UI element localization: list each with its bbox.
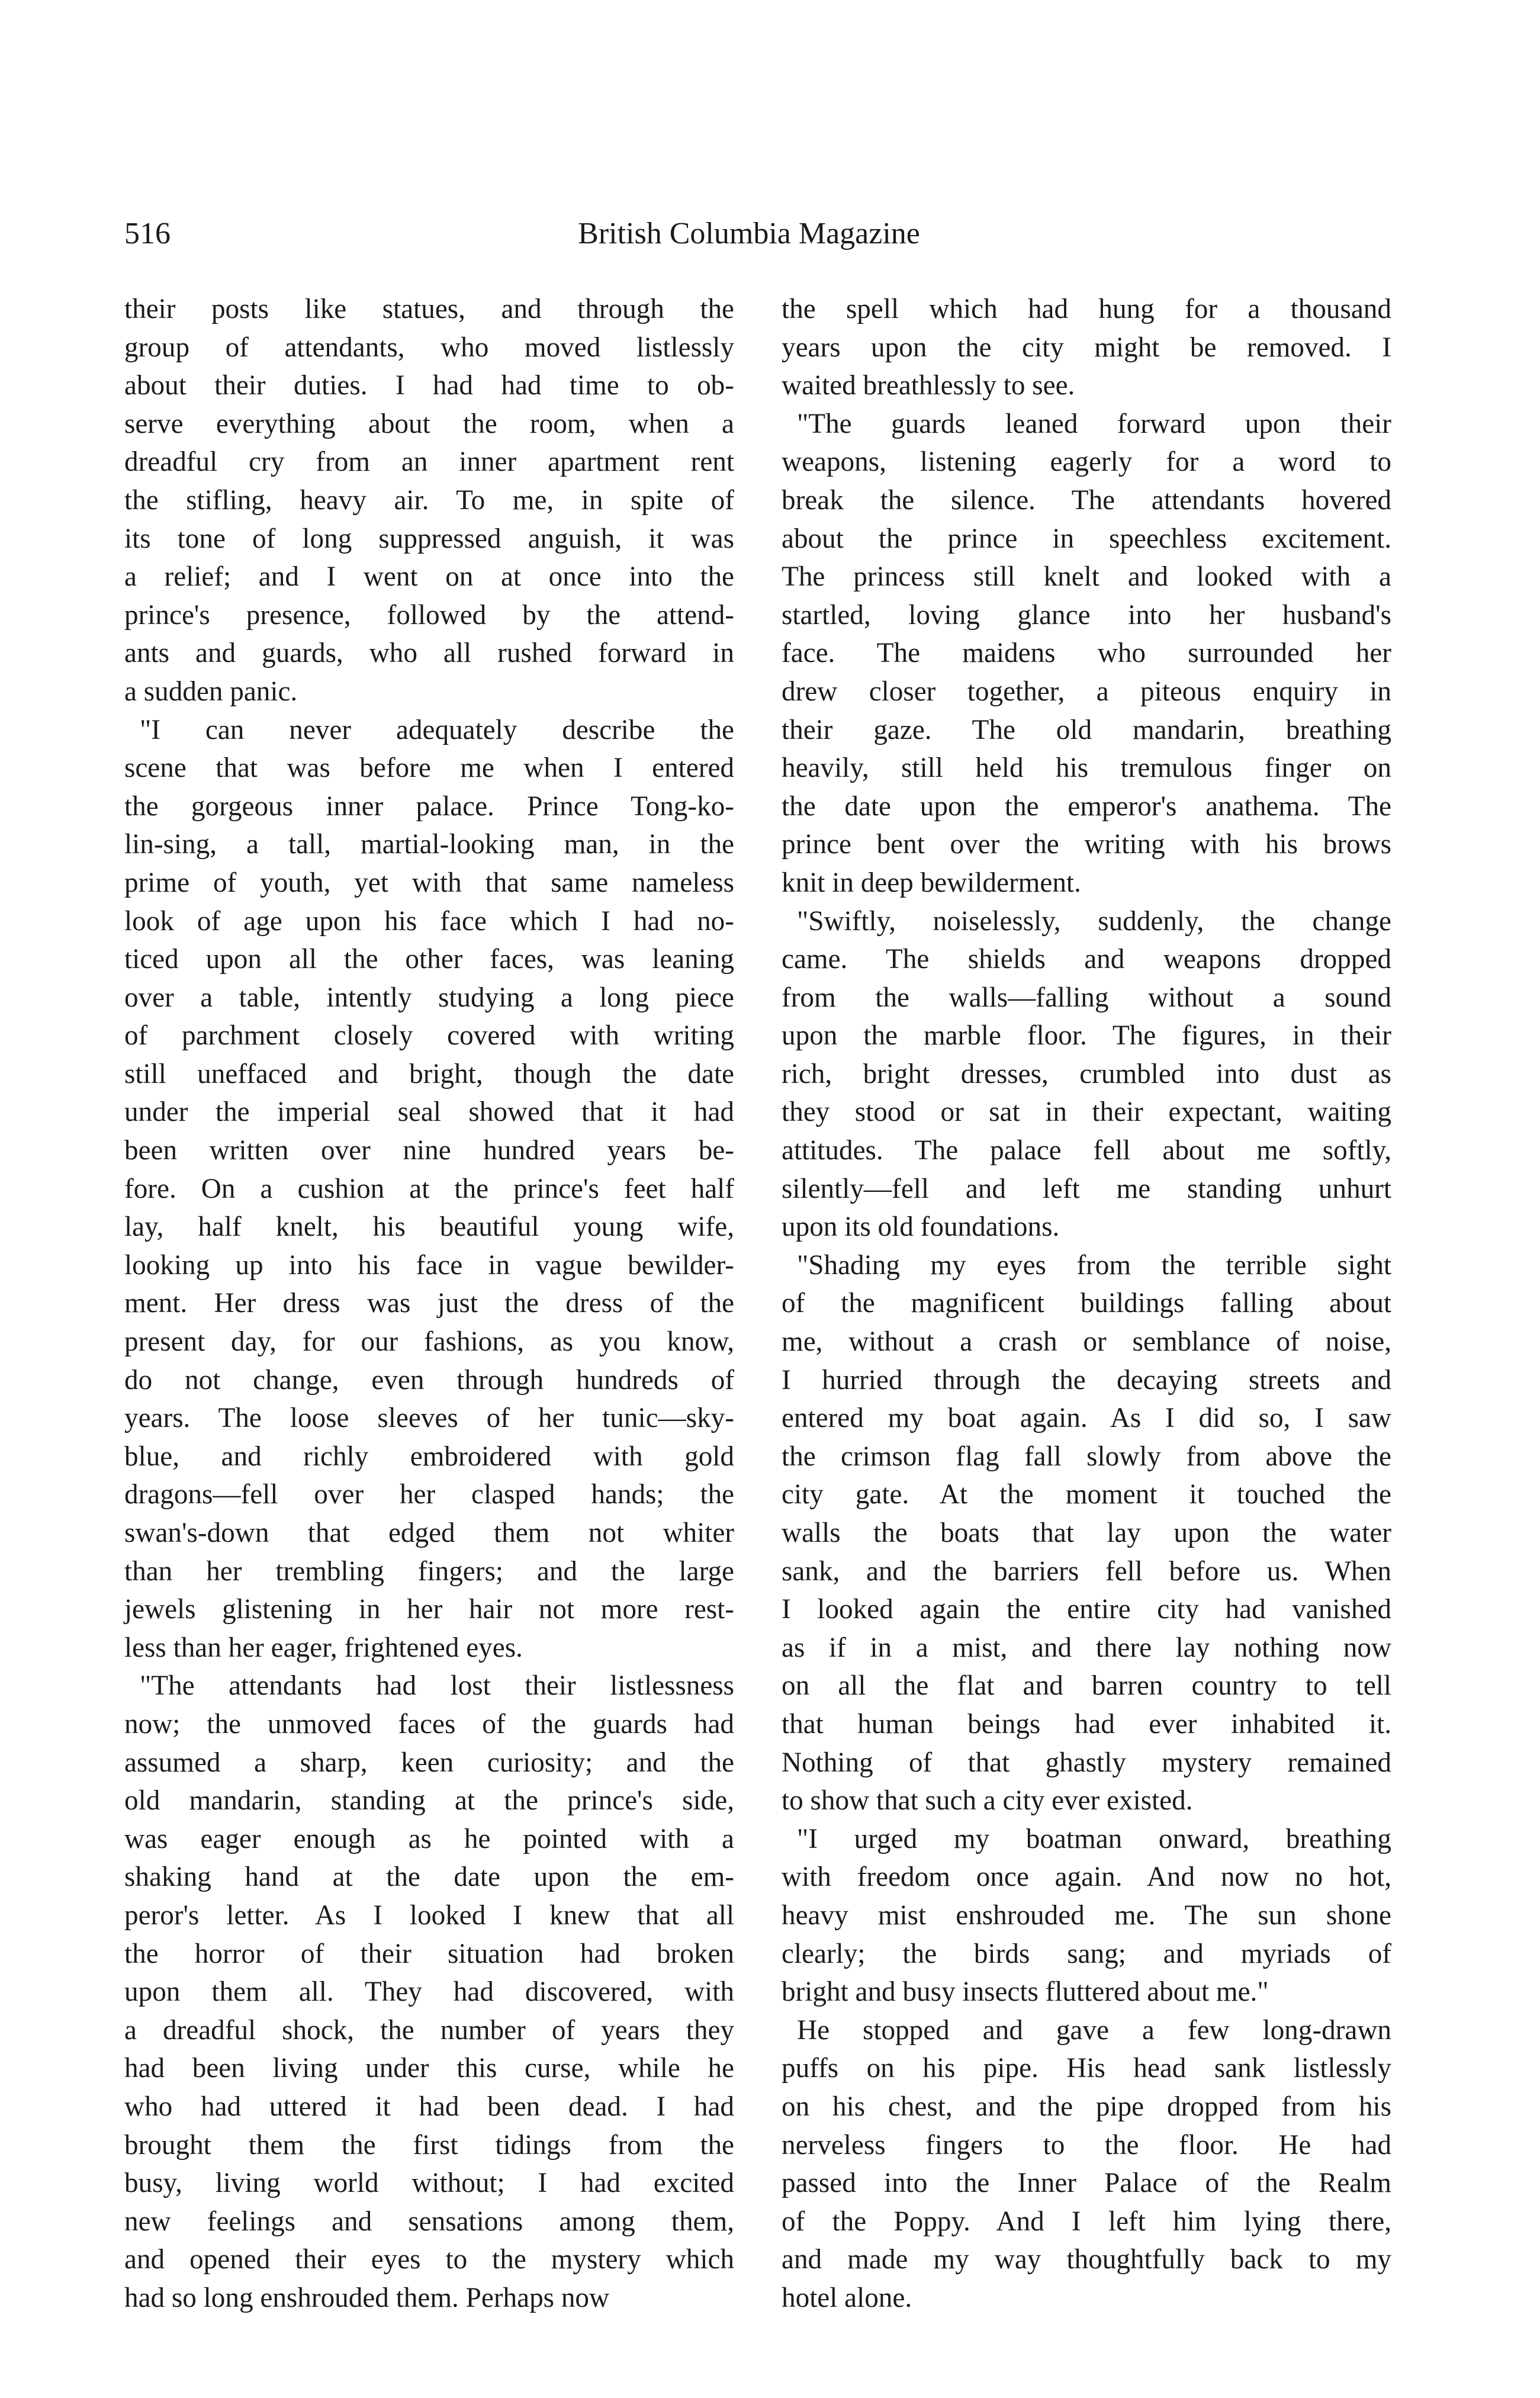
text-line: of parchment closely covered with writing bbox=[124, 1020, 734, 1052]
text-line: on his chest, and the pipe dropped from his bbox=[782, 2091, 1391, 2122]
text-line: walls the boats that lay upon the water bbox=[782, 1518, 1391, 1548]
text-line: serve everything about the room, when a bbox=[124, 408, 734, 439]
text-line: upon its old foundations. bbox=[782, 1211, 1060, 1243]
text-line: The princess still knelt and looked with a bbox=[782, 561, 1391, 593]
text-line: had been living under this curse, while he bbox=[124, 2053, 734, 2084]
text-line: break the silence. The attendants hovered bbox=[782, 484, 1391, 516]
text-line: attitudes. The palace fell about me softly, bbox=[782, 1135, 1391, 1166]
text-line: shaking hand at the date upon the em- bbox=[124, 1862, 734, 1893]
text-line: present day, for our fashions, as you know, bbox=[124, 1326, 734, 1358]
text-line: jewels glistening in her hair not more rest- bbox=[124, 1594, 734, 1625]
text-line: the spell which had hung for a thousand bbox=[782, 294, 1391, 324]
text-line: looking up into his face in vague bewilder- bbox=[124, 1249, 734, 1281]
text-line: peror's letter. As I looked I knew that all bbox=[124, 1899, 734, 1931]
text-line: under the imperial seal showed that it had bbox=[124, 1097, 734, 1128]
text-line: "Swiftly, noiselessly, suddenly, the change bbox=[797, 905, 1391, 937]
text-line: of the Poppy. And I left him lying there, bbox=[782, 2206, 1391, 2237]
text-line: of the magnificent buildings falling about bbox=[782, 1288, 1391, 1319]
text-line: hotel alone. bbox=[782, 2282, 912, 2313]
left-column bbox=[124, 290, 734, 2317]
text-line: heavy mist enshrouded me. The sun shone bbox=[782, 1899, 1391, 1931]
text-line: its tone of long suppressed anguish, it was bbox=[124, 523, 734, 554]
text-line: scene that was before me when I entered bbox=[124, 753, 734, 784]
text-line: startled, loving glance into her husband's bbox=[782, 599, 1391, 631]
text-line: assumed a sharp, keen curiosity; and the bbox=[124, 1747, 734, 1778]
text-line: about their duties. I had had time to ob- bbox=[124, 370, 734, 401]
text-line: busy, living world without; I had excited bbox=[124, 2168, 734, 2199]
text-line: prince's presence, followed by the attend- bbox=[124, 599, 734, 631]
text-line: the crimson flag fall slowly from above the bbox=[782, 1441, 1391, 1472]
text-line: dreadful cry from an inner apartment rent bbox=[124, 446, 734, 478]
text-line: came. The shields and weapons dropped bbox=[782, 944, 1391, 975]
text-line: face. The maidens who surrounded her bbox=[782, 638, 1391, 669]
text-line: weapons, listening eagerly for a word to bbox=[782, 446, 1391, 478]
text-line: waited breathlessly to see. bbox=[782, 370, 1075, 401]
text-line: ment. Her dress was just the dress of the bbox=[124, 1288, 734, 1319]
text-line: they stood or sat in their expectant, waiting bbox=[782, 1097, 1391, 1128]
page-number: 516 bbox=[124, 217, 171, 250]
text-line: had so long enshrouded them. Perhaps now bbox=[124, 2282, 610, 2313]
text-line: on all the flat and barren country to tell bbox=[782, 1670, 1391, 1702]
text-line: upon them all. They had discovered, with bbox=[124, 1976, 734, 2008]
text-line: less than her eager, frightened eyes. bbox=[124, 1632, 523, 1663]
text-line: fore. On a cushion at the prince's feet half bbox=[124, 1173, 734, 1204]
text-line: was eager enough as he pointed with a bbox=[124, 1823, 734, 1854]
text-line: knit in deep bewilderment. bbox=[782, 867, 1081, 898]
text-line: ants and guards, who all rushed forward in bbox=[124, 638, 734, 669]
text-line: I looked again the entire city had vanished bbox=[782, 1594, 1391, 1625]
text-line: lay, half knelt, his beautiful young wife, bbox=[124, 1211, 734, 1243]
text-line: years upon the city might be removed. I bbox=[782, 332, 1391, 363]
text-line: upon the marble floor. The figures, in their bbox=[782, 1020, 1391, 1052]
text-line: the horror of their situation had broken bbox=[124, 1938, 734, 1969]
text-line: been written over nine hundred years be- bbox=[124, 1135, 734, 1166]
text-line: and made my way thoughtfully back to my bbox=[782, 2244, 1391, 2275]
text-line: who had uttered it had been dead. I had bbox=[124, 2091, 734, 2122]
text-line: the date upon the emperor's anathema. The bbox=[782, 790, 1391, 822]
text-line: He stopped and gave a few long-drawn bbox=[797, 2014, 1391, 2046]
text-line: silently—fell and left me standing unhurt bbox=[782, 1173, 1391, 1204]
text-line: Nothing of that ghastly mystery remained bbox=[782, 1747, 1391, 1778]
text-line: still uneffaced and bright, though the date bbox=[124, 1058, 734, 1089]
text-line: sank, and the barriers fell before us. When bbox=[782, 1555, 1391, 1587]
magazine-title: British Columbia Magazine bbox=[578, 217, 920, 250]
text-line: bright and busy insects fluttered about me." bbox=[782, 1976, 1269, 2008]
text-line: their gaze. The old mandarin, breathing bbox=[782, 714, 1391, 745]
text-line: their posts like statues, and through the bbox=[124, 294, 734, 324]
running-head bbox=[124, 210, 1374, 258]
text-line: with freedom once again. And now no hot, bbox=[782, 1862, 1391, 1893]
text-line: clearly; the birds sang; and myriads of bbox=[782, 1938, 1391, 1969]
text-line: dragons—fell over her clasped hands; the bbox=[124, 1479, 734, 1510]
text-line: puffs on his pipe. His head sank listlessly bbox=[782, 2053, 1391, 2084]
text-line: look of age upon his face which I had no- bbox=[124, 905, 734, 937]
text-line: over a table, intently studying a long piece bbox=[124, 982, 734, 1013]
text-line: from the walls—falling without a sound bbox=[782, 982, 1391, 1013]
text-line: swan's-down that edged them not whiter bbox=[124, 1518, 734, 1548]
text-line: than her trembling fingers; and the large bbox=[124, 1555, 734, 1587]
text-line: blue, and richly embroidered with gold bbox=[124, 1441, 734, 1472]
text-line: rich, bright dresses, crumbled into dust as bbox=[782, 1058, 1391, 1089]
text-line: "I can never adequately describe the bbox=[140, 714, 734, 745]
text-line: that human beings had ever inhabited it. bbox=[782, 1708, 1391, 1740]
text-line: do not change, even through hundreds of bbox=[124, 1364, 734, 1396]
text-line: years. The loose sleeves of her tunic—sky- bbox=[124, 1403, 734, 1434]
text-line: as if in a mist, and there lay nothing now bbox=[782, 1632, 1391, 1663]
text-line: ticed upon all the other faces, was leaning bbox=[124, 944, 734, 975]
text-line: drew closer together, a piteous enquiry in bbox=[782, 676, 1391, 707]
text-line: and opened their eyes to the mystery which bbox=[124, 2244, 734, 2275]
text-line: a relief; and I went on at once into the bbox=[124, 561, 734, 593]
text-line: group of attendants, who moved listlessly bbox=[124, 332, 734, 363]
text-line: entered my boat again. As I did so, I saw bbox=[782, 1403, 1391, 1434]
text-line: prince bent over the writing with his brows bbox=[782, 829, 1391, 860]
text-line: passed into the Inner Palace of the Realm bbox=[782, 2168, 1391, 2199]
text-line: a dreadful shock, the number of years they bbox=[124, 2014, 734, 2046]
text-line: the gorgeous inner palace. Prince Tong-ko- bbox=[124, 790, 734, 822]
text-line: I hurried through the decaying streets and bbox=[782, 1364, 1391, 1396]
text-line: "The attendants had lost their listlessness bbox=[140, 1670, 734, 1702]
text-line: nerveless fingers to the floor. He had bbox=[782, 2129, 1391, 2161]
text-line: new feelings and sensations among them, bbox=[124, 2206, 734, 2237]
text-line: about the prince in speechless excitement. bbox=[782, 523, 1391, 554]
text-line: old mandarin, standing at the prince's side, bbox=[124, 1785, 734, 1817]
text-line: lin-sing, a tall, martial-looking man, in the bbox=[124, 829, 734, 860]
text-line: heavily, still held his tremulous finger on bbox=[782, 753, 1391, 784]
text-line: to show that such a city ever existed. bbox=[782, 1785, 1193, 1817]
text-line: me, without a crash or semblance of noise, bbox=[782, 1326, 1391, 1358]
text-line: now; the unmoved faces of the guards had bbox=[124, 1708, 734, 1740]
right-column bbox=[782, 290, 1391, 2317]
text-line: a sudden panic. bbox=[124, 676, 298, 707]
text-line: city gate. At the moment it touched the bbox=[782, 1479, 1391, 1510]
text-line: "Shading my eyes from the terrible sight bbox=[797, 1249, 1391, 1281]
text-line: "The guards leaned forward upon their bbox=[797, 408, 1391, 439]
text-line: "I urged my boatman onward, breathing bbox=[797, 1823, 1391, 1854]
text-line: brought them the first tidings from the bbox=[124, 2129, 734, 2161]
text-line: prime of youth, yet with that same nameless bbox=[124, 867, 734, 898]
text-line: the stifling, heavy air. To me, in spite of bbox=[124, 484, 734, 516]
